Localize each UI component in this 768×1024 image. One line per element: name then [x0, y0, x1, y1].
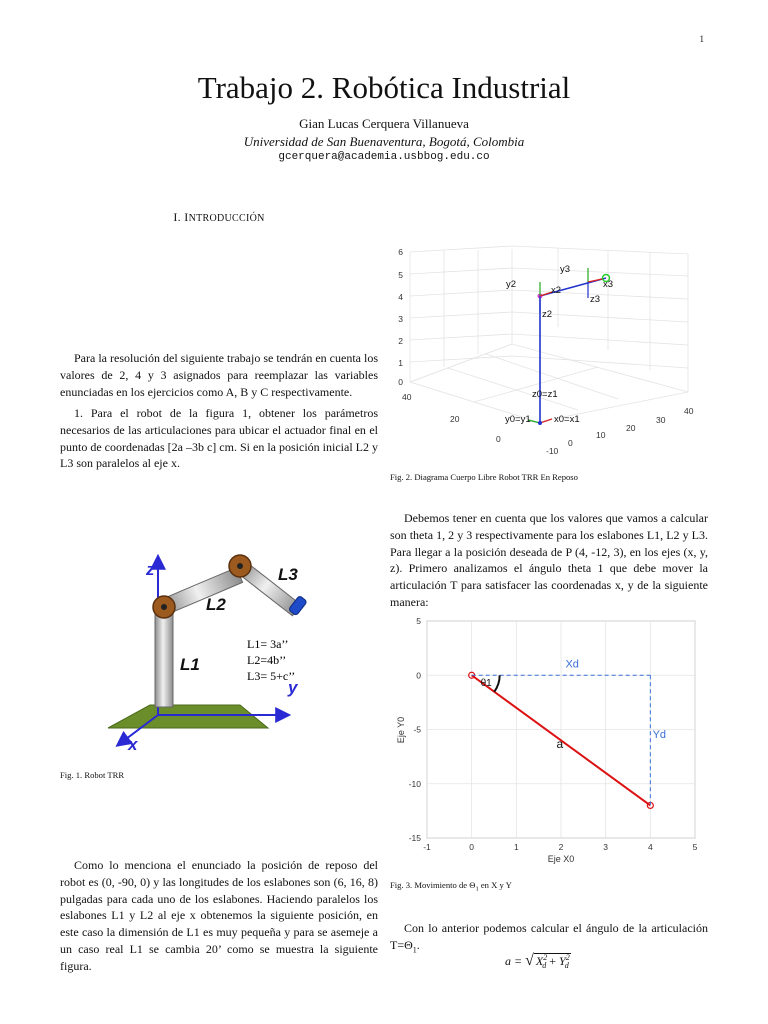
paper-title: Trabajo 2. Robótica Industrial: [197, 70, 571, 105]
link-1: [155, 605, 173, 707]
x-axis-label: Eje X0: [547, 854, 575, 864]
label-xd: Xd: [565, 658, 579, 671]
fig3-caption-post: en X y Y: [478, 880, 512, 890]
eq-x-sub: d: [542, 961, 547, 971]
y-tick-labels: [402, 392, 501, 444]
x-tick: 0: [568, 438, 573, 448]
label-theta1: θ1: [480, 678, 492, 690]
x-tick-label: 0: [469, 842, 475, 852]
label-y3: y3: [560, 264, 571, 275]
x-tick: -10: [546, 446, 559, 456]
x-tick-label: 2: [558, 842, 564, 852]
eq-y: Y: [559, 954, 566, 968]
author-name: Gian Lucas Cerquera Villanueva: [299, 116, 469, 131]
x-tick: 40: [684, 406, 694, 416]
eq-x-sup: 2: [543, 953, 548, 962]
author-email: gcerquera@academia.usbbog.edu.co: [278, 151, 490, 163]
label-l1: L1: [180, 655, 200, 674]
label-z2: z2: [542, 309, 553, 320]
joint-1-pin: [161, 604, 167, 610]
section-numeral: I.: [173, 210, 181, 224]
z-tick: 6: [398, 247, 403, 257]
eq-x: X: [535, 954, 544, 968]
eq-radicand: [534, 953, 571, 971]
paragraph-rest-position: Como lo menciona el enunciado la posición de reposo del robot es (0, -90, 0) y las longitudes de los eslabones son (6, 16, 8) pulgadas para cada uno de los eslabones. Haciendo paralelos los eslabones L1 y L2 al eje x obtenemos la siguiente posición, en este caso la dimensión de L1 es muy pequeña y para se asemeje a un caso real L1 se cambia 20’ como se muestra la siguiente figura.: [60, 858, 378, 973]
paragraph-intro: Para la resolución del siguiente trabajo se tendrán en cuenta los valores de 2, 4 y 3 asignados para reemplazar las variables enunciadas en los ejercicios como A, B y C respectivamente.: [60, 351, 378, 399]
dim-l3: L3= 5+c’’: [247, 669, 296, 683]
axis-y-label: y: [288, 678, 298, 697]
y-tick: 0: [496, 434, 501, 444]
y-tick-label: -10: [408, 778, 421, 789]
y-tick-label: 5: [416, 616, 421, 626]
eq-y-sub: d: [564, 961, 569, 971]
z-tick-labels: [398, 247, 403, 387]
label-a: a: [556, 736, 564, 751]
eq-plus: +: [546, 954, 560, 968]
figure-3-chart: [390, 610, 710, 872]
y-tick-label: 0: [416, 670, 421, 681]
dim-l1: L1= 3a’’: [247, 637, 289, 651]
label-l3: L3: [278, 565, 298, 584]
label-z0-z1: z0=z1: [532, 389, 558, 400]
label-l2: L2: [206, 595, 226, 614]
sqrt-symbol: √: [525, 952, 534, 969]
label-y2: y2: [506, 279, 517, 290]
label-yd: Yd: [652, 729, 667, 742]
x-tick-label: 4: [647, 842, 653, 852]
affiliation: Universidad de San Buenaventura, Bogotá, Colombia: [243, 134, 525, 149]
y-tick: 20: [450, 414, 460, 424]
paragraph-theta-analysis: Debemos tener en cuenta que los valores que vamos a calcular son theta 1, 2 y 3 respectivamente para los eslabones L1, L2 y L3. Para llegar a la posición deseada de P (4, -12, 3), en los ejes (x, y, z). Primero analizamos el ángulo theta 1 que debe mover la articulación T para satisfacer las coordenadas x, y de la siguiente manera:: [390, 511, 708, 609]
label-y0-y1: y0=y1: [505, 414, 531, 425]
z-tick: 4: [398, 292, 403, 302]
paragraph-question-1: 1. Para el robot de la figura 1, obtener los parámetros necesarios de las articulaciones para ubicar el actuador final en el punto de coordenadas [2a –3b c] cm. Si en la posición inicial L2 y L3 son paralelos al eje x.: [60, 406, 378, 471]
x-tick-label: -1: [423, 842, 431, 852]
z-tick: 1: [398, 358, 403, 368]
robot-base: [108, 705, 268, 728]
joint-2-pin: [237, 563, 243, 569]
label-z3: z3: [590, 294, 601, 305]
angle-calc-sub: 1: [412, 945, 417, 955]
figure-3-caption: [390, 880, 512, 893]
angle-calc-end: .: [416, 937, 420, 952]
z-tick: 5: [398, 270, 403, 280]
y-tick: 40: [402, 392, 412, 402]
figure-2-caption: Fig. 2. Diagrama Cuerpo Libre Robot TRR En Reposo: [390, 472, 578, 482]
y-tick-label: -15: [408, 833, 421, 843]
equation-a: [505, 952, 571, 970]
z-tick: 3: [398, 314, 403, 324]
eq-lhs: a =: [505, 954, 526, 968]
x-tick: 20: [626, 423, 636, 433]
fig3-caption-text: Fig. 3. Movimiento de Θ: [390, 880, 476, 890]
label-x2: x2: [551, 285, 562, 296]
figure-2-3d-plot: [388, 242, 710, 462]
axis-z-label: z: [146, 560, 155, 579]
y-axis-label: Eje Y0: [396, 716, 406, 744]
z-tick: 2: [398, 336, 403, 346]
label-x3: x3: [603, 279, 614, 290]
x-tick: 10: [596, 430, 606, 440]
angle-calc-text: Con lo anterior podemos calcular el ángulo de la articulación T=Θ: [390, 921, 708, 952]
fig3-caption-sub: 1: [475, 885, 479, 893]
eq-y-sup: 2: [565, 953, 570, 962]
figure-1-caption: Fig. 1. Robot TRR: [60, 770, 125, 780]
x-tick-label: 5: [692, 842, 698, 852]
figure-1-robot: [90, 535, 350, 760]
z-tick: 0: [398, 377, 403, 387]
section-rest: NTRODUCCIÓN: [188, 213, 265, 224]
x-tick: 30: [656, 415, 666, 425]
label-x0-x1: x0=x1: [554, 414, 580, 425]
section-heading: [60, 210, 378, 225]
x-tick-label: 1: [513, 842, 519, 852]
dim-l2: L2=4b’’: [247, 653, 287, 667]
x-tick-label: 3: [603, 842, 609, 852]
page-number: 1: [699, 34, 704, 44]
frame-0-origin: [538, 421, 542, 425]
y-tick-label: -5: [413, 724, 421, 735]
section-first-letter: I: [184, 210, 189, 224]
axis-x-label: x: [128, 735, 138, 754]
